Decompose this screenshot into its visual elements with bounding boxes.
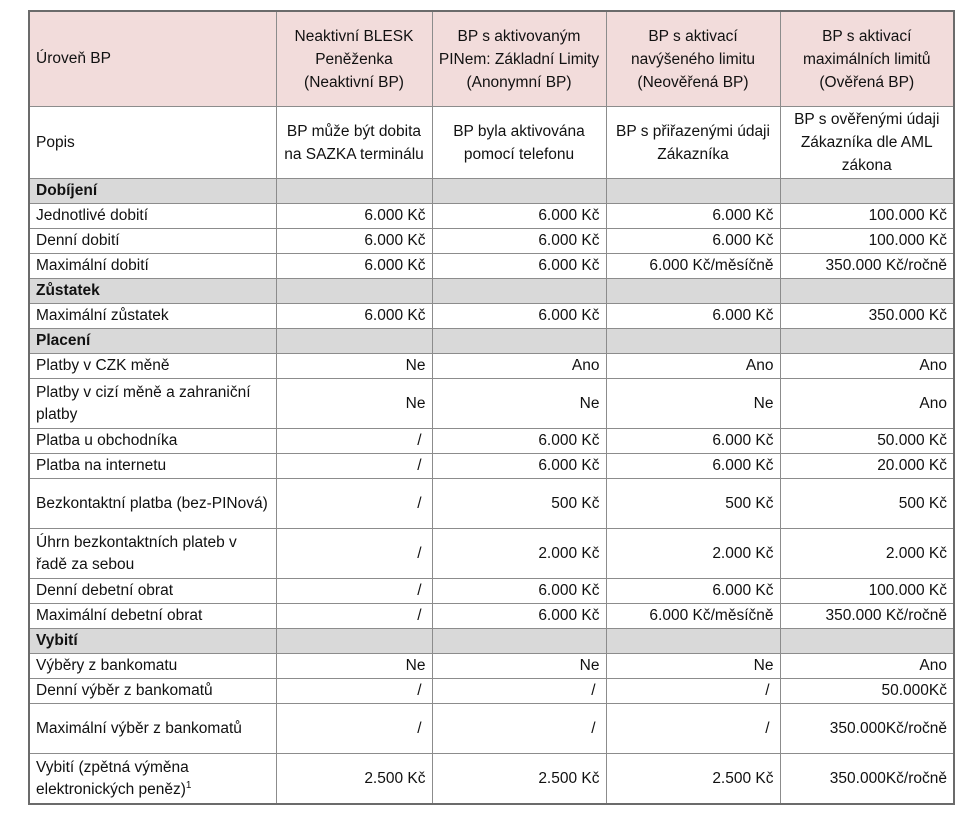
table-row [29,354,954,379]
value-cell: Ne [606,654,780,679]
row-label [29,529,276,579]
section-empty-cell [276,629,432,654]
value-cell: 6.000 Kč [276,229,432,254]
row-label [29,454,276,479]
value-cell: 6.000 Kč [606,229,780,254]
value-cell: 6.000 Kč [606,579,780,604]
section-empty-cell [276,179,432,204]
row-label [29,754,276,805]
table-row [29,254,954,279]
row-label-text: Platby v CZK měně [36,357,170,374]
value-cell: 6.000 Kč [606,204,780,229]
section-empty-cell [606,279,780,304]
value-cell: 2.500 Kč [606,754,780,805]
value-cell: / [276,529,432,579]
value-cell: 6.000 Kč [432,454,606,479]
value-cell: / [276,454,432,479]
row-label-text: Maximální dobití [36,257,149,274]
row-label-text: Platby v cizí měně a zahraniční platby [36,383,251,423]
value-cell: 2.500 Kč [432,754,606,805]
value-cell: 2.000 Kč [780,529,954,579]
table-row [29,429,954,454]
table-row [29,304,954,329]
row-label [29,254,276,279]
value-cell: / [432,679,606,704]
value-cell: Ano [780,654,954,679]
value-cell: 2.000 Kč [606,529,780,579]
header-label: Úroveň BP [29,11,276,107]
section-header-row [29,279,954,304]
value-cell: Ano [780,379,954,429]
section-empty-cell [432,179,606,204]
value-cell: 500 Kč [432,479,606,529]
row-label-text: Maximální výběr z bankomatů [36,719,242,737]
row-label [29,604,276,629]
section-empty-cell [780,279,954,304]
table-row [29,704,954,754]
description-anonymous: BP byla aktivována pomocí telefonu [432,107,606,179]
section-empty-cell [276,279,432,304]
section-empty-cell [432,329,606,354]
header-column-unverified: BP s aktivací navýšeného limitu (Neověřená BP) [606,11,780,107]
value-cell: 2.000 Kč [432,529,606,579]
row-label-text: Jednotlivé dobití [36,207,149,224]
value-cell: 100.000 Kč [780,229,954,254]
value-cell: 6.000 Kč/měsíčně [606,604,780,629]
table-row [29,679,954,704]
value-cell: / [276,579,432,604]
section-empty-cell [780,629,954,654]
value-cell: 100.000 Kč [780,579,954,604]
section-empty-cell [606,179,780,204]
row-label [29,679,276,704]
table-row [29,479,954,529]
row-label-text: Maximální debetní obrat [36,607,203,624]
table-row [29,229,954,254]
section-title: Dobíjení [29,179,276,204]
row-label [29,204,276,229]
value-cell: 350.000Kč/ročně [780,704,954,754]
value-cell: 6.000 Kč [432,204,606,229]
value-cell: 6.000 Kč [276,304,432,329]
section-title: Zůstatek [29,279,276,304]
value-cell: / [432,704,606,754]
value-cell: 6.000 Kč [432,254,606,279]
section-header-row [29,629,954,654]
section-empty-cell [276,329,432,354]
value-cell: / [606,679,780,704]
section-empty-cell [432,279,606,304]
value-cell: 2.500 Kč [276,754,432,805]
row-label-text: Výběry z bankomatu [36,657,178,674]
table-row [29,204,954,229]
row-label-text: Vybití (zpětná výměna elektronických peněz) [36,758,189,798]
header-row [29,11,954,107]
value-cell: 100.000 Kč [780,204,954,229]
value-cell: 50.000 Kč [780,429,954,454]
value-cell: 6.000 Kč [432,604,606,629]
row-label-text: Platba na internetu [36,457,167,474]
row-label-text: Platba u obchodníka [36,432,178,449]
value-cell: 20.000 Kč [780,454,954,479]
value-cell: 6.000 Kč [276,204,432,229]
value-cell: / [276,604,432,629]
row-label-text: Denní dobití [36,232,120,249]
value-cell: Ne [432,654,606,679]
value-cell: 6.000 Kč [606,429,780,454]
table-row [29,379,954,429]
value-cell: 6.000 Kč [432,229,606,254]
description-row [29,107,954,179]
section-empty-cell [606,629,780,654]
value-cell: Ne [432,379,606,429]
row-label [29,229,276,254]
value-cell: / [276,479,432,529]
value-cell: 350.000 Kč [780,304,954,329]
section-empty-cell [780,179,954,204]
limits-table-container [28,10,953,805]
description-unverified: BP s přiřazenými údaji Zákazníka [606,107,780,179]
header-column-verified: BP s aktivací maximálních limitů (Ověřená BP) [780,11,954,107]
value-cell: 350.000 Kč/ročně [780,604,954,629]
row-label-text: Denní debetní obrat [36,582,174,599]
row-label-text: Bezkontaktní platba (bez-PINová) [36,494,268,512]
row-label [29,479,276,529]
row-label [29,429,276,454]
value-cell: Ne [276,354,432,379]
value-cell: 6.000 Kč [432,429,606,454]
row-label-text: Denní výběr z bankomatů [36,682,213,699]
section-empty-cell [780,329,954,354]
row-label [29,704,276,754]
section-empty-cell [606,329,780,354]
value-cell: 6.000 Kč [432,579,606,604]
description-inactive: BP může být dobita na SAZKA terminálu [276,107,432,179]
value-cell: 6.000 Kč [276,254,432,279]
row-label [29,579,276,604]
value-cell: Ano [780,354,954,379]
row-label [29,379,276,429]
table-row [29,579,954,604]
value-cell: Ano [432,354,606,379]
value-cell: / [606,704,780,754]
value-cell: Ne [276,379,432,429]
table-row [29,454,954,479]
value-cell: 350.000Kč/ročně [780,754,954,805]
value-cell: / [276,679,432,704]
value-cell: 350.000 Kč/ročně [780,254,954,279]
table-row [29,754,954,805]
row-label [29,354,276,379]
value-cell: 6.000 Kč [606,454,780,479]
limits-table [28,10,955,805]
value-cell: 500 Kč [780,479,954,529]
section-header-row [29,329,954,354]
section-title: Placení [29,329,276,354]
value-cell: Ne [276,654,432,679]
value-cell: Ano [606,354,780,379]
description-verified: BP s ověřenými údaji Zákazníka dle AML zákona [780,107,954,179]
row-label-text: Maximální zůstatek [36,307,169,324]
value-cell: Ne [606,379,780,429]
row-label-text: Úhrn bezkontaktních plateb v řadě za sebou [36,533,237,573]
value-cell: 6.000 Kč [432,304,606,329]
description-label: Popis [29,107,276,179]
section-empty-cell [432,629,606,654]
table-row [29,654,954,679]
section-title: Vybití [29,629,276,654]
value-cell: 6.000 Kč [606,304,780,329]
footnote-marker: 1 [185,779,192,791]
row-label [29,304,276,329]
section-header-row [29,179,954,204]
value-cell: / [276,429,432,454]
value-cell: 500 Kč [606,479,780,529]
value-cell: 6.000 Kč/měsíčně [606,254,780,279]
table-row [29,604,954,629]
value-cell: / [276,704,432,754]
header-column-anonymous: BP s aktivovaným PINem: Základní Limity (Anonymní BP) [432,11,606,107]
header-column-inactive: Neaktivní BLESK Peněženka (Neaktivní BP) [276,11,432,107]
table-row [29,529,954,579]
value-cell: 50.000Kč [780,679,954,704]
row-label [29,654,276,679]
